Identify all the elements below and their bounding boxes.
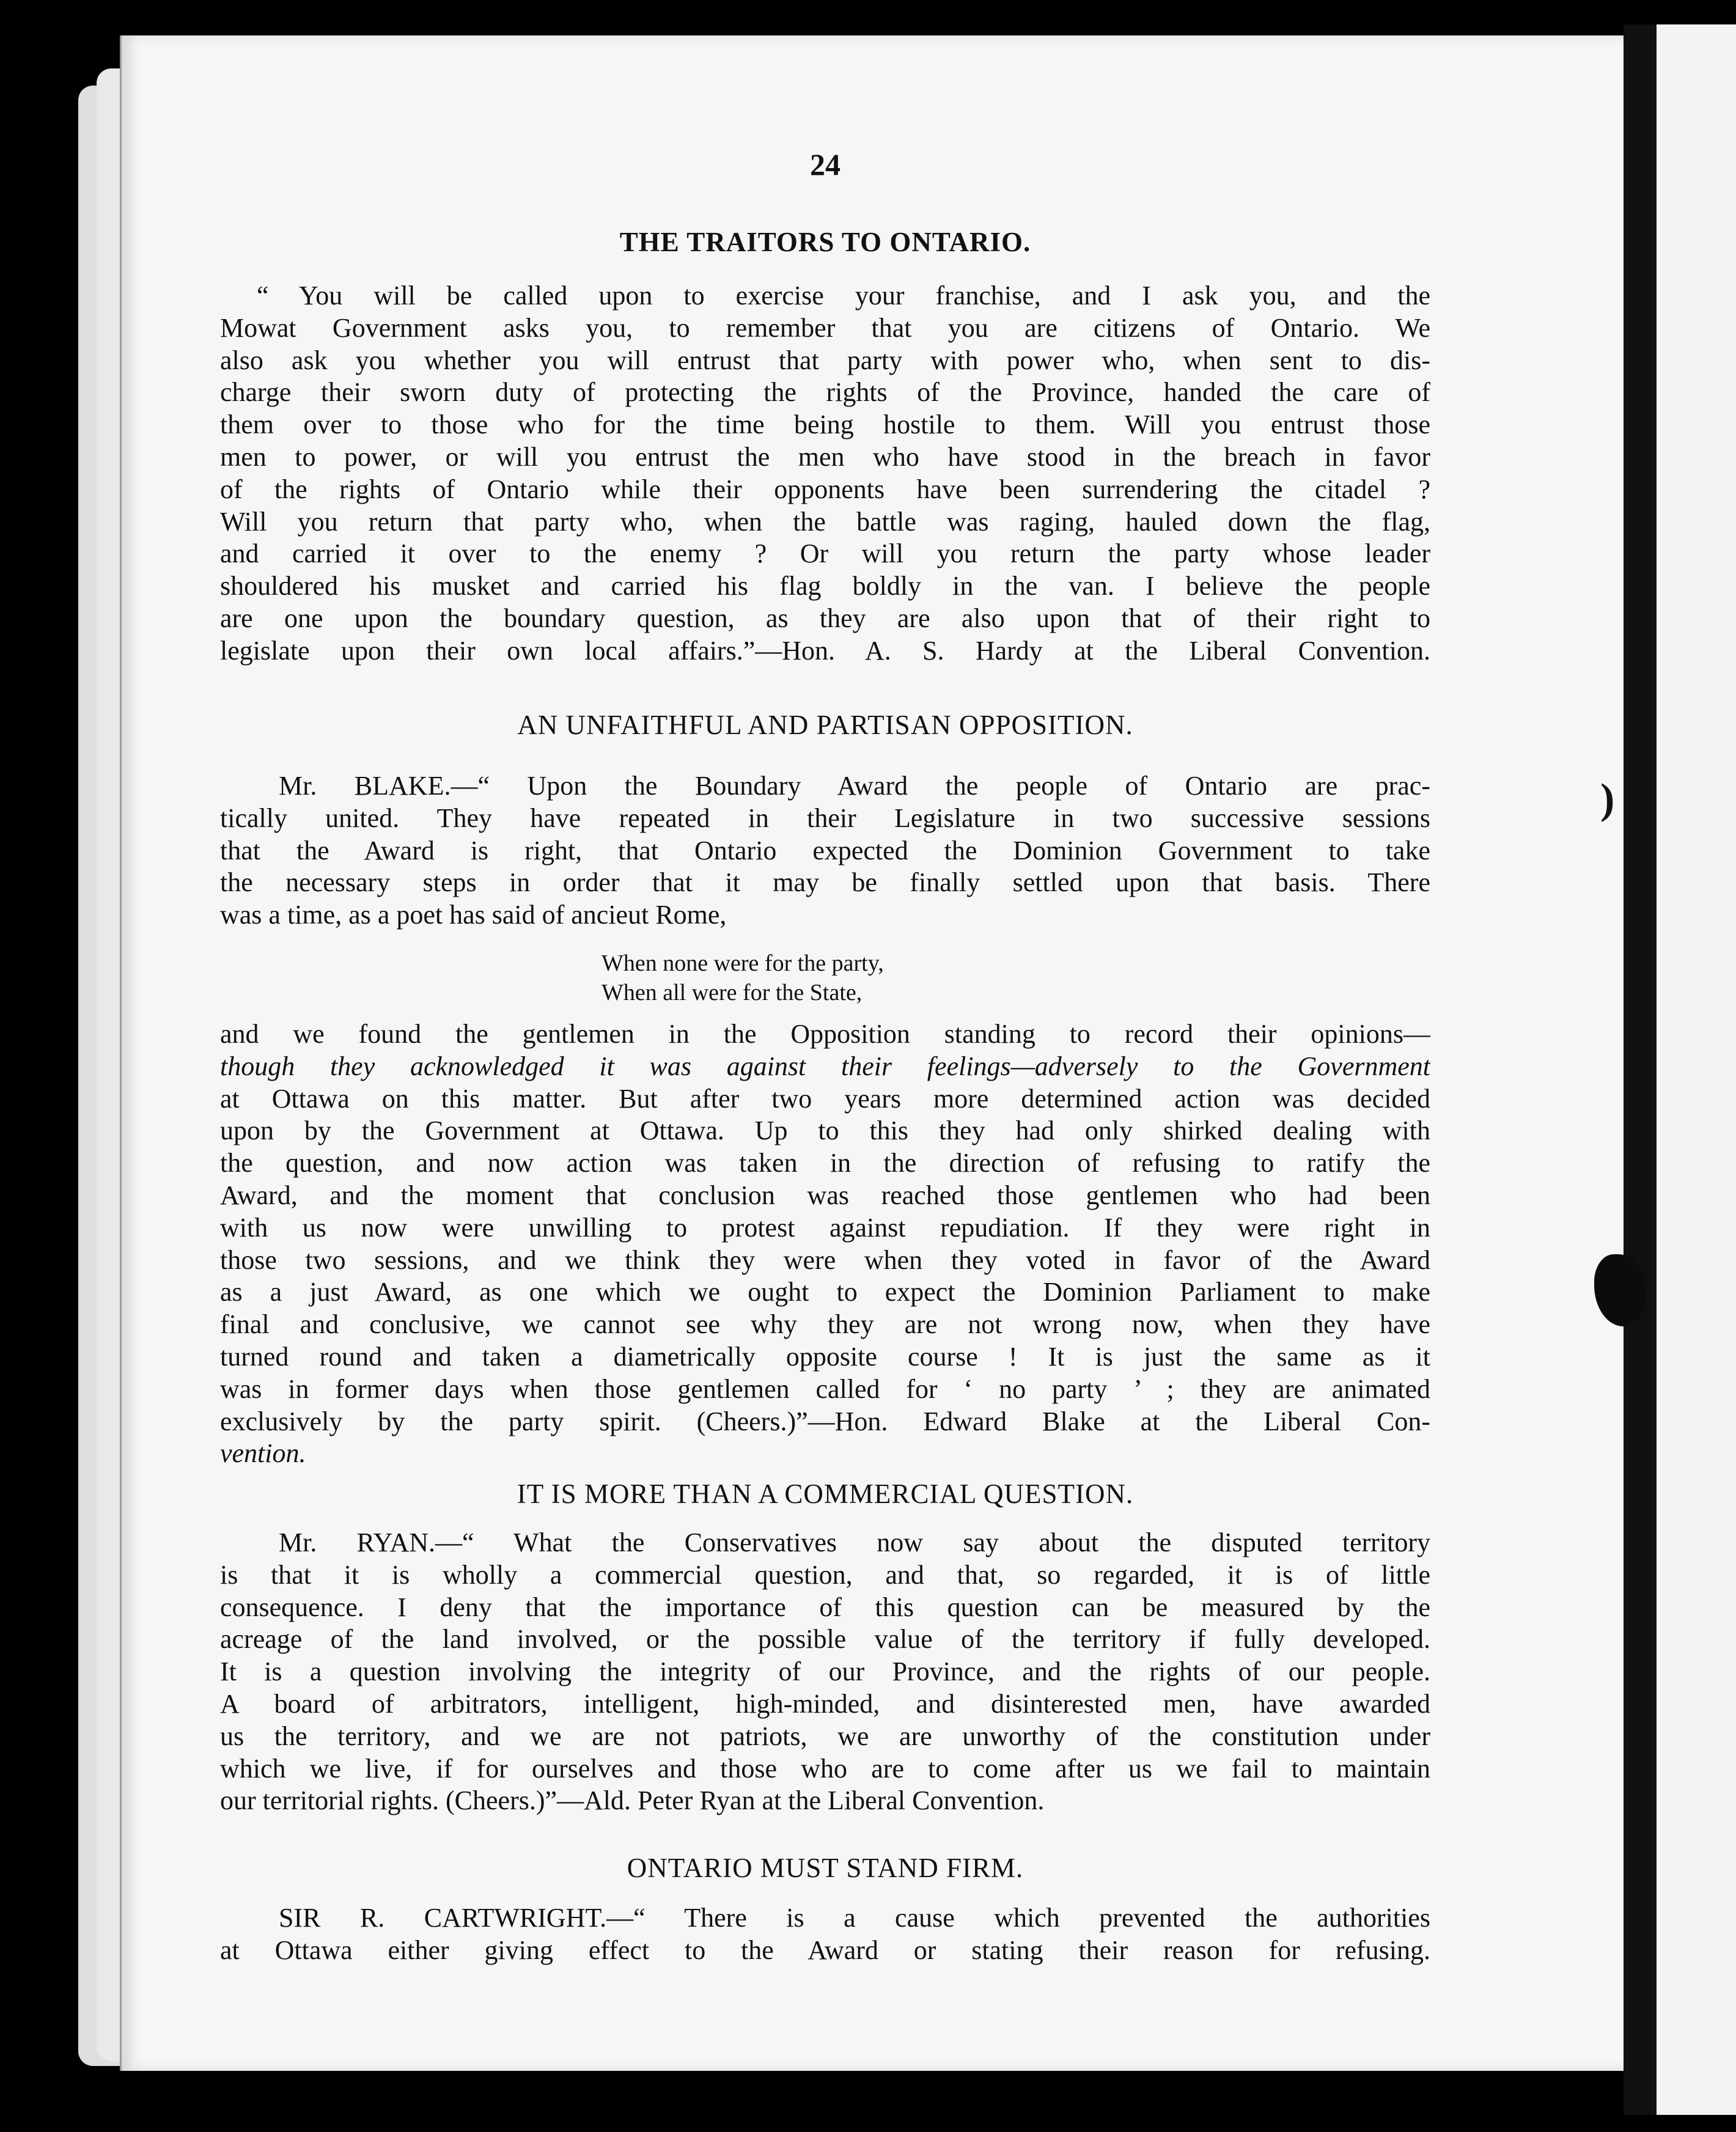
text-line: at Ottawa on this matter. But after two years more determined action was decided: [220, 1083, 1430, 1114]
text-line: Mr. RYAN.—“ What the Conservatives now say about the disputed territory: [279, 1527, 1430, 1557]
text-line: also ask you whether you will entrust that party with power who, when sent to dis-: [220, 345, 1430, 375]
margin-mark: ): [1600, 776, 1615, 823]
section-body-opposition-a: [220, 770, 1430, 932]
section-body-stand-firm: [220, 1902, 1430, 1967]
text-line: is that it is wholly a commercial question, and that, so regarded, it is of little: [220, 1559, 1430, 1590]
text-line: SIR R. CARTWRIGHT.—“ There is a cause which prevented the authorities: [279, 1903, 1430, 1933]
text-line: consequence. I deny that the importance of this question can be measured by the: [220, 1592, 1430, 1622]
text-line: which we live, if for ourselves and those who are to come after us we fail to maintain: [220, 1753, 1430, 1784]
text-line: upon by the Government at Ottawa. Up to this they had only shirked dealing with: [220, 1116, 1430, 1146]
text-line: at Ottawa either giving effect to the Award or stating their reason for refusing.: [220, 1935, 1430, 1965]
section-body-opposition-b: [220, 1018, 1430, 1470]
attribution-line: our territorial rights. (Cheers.)”—Ald. Peter Ryan at the Liberal Convention.: [220, 1785, 1045, 1816]
text-line: those two sessions, and we think they were when they voted in favor of the Award: [220, 1244, 1430, 1275]
text-line: them over to those who for the time being hostile to them. Will you entrust those: [220, 410, 1430, 440]
text-line: and carried it over to the enemy ? Or will you return the party whose leader: [220, 539, 1430, 569]
text-line: turned round and taken a diametrically opposite course ! It is just the same as it: [220, 1341, 1430, 1372]
text-line: Mowat Government asks you, to remember that you are citizens of Ontario. We: [220, 312, 1430, 343]
text-line: with us now were unwilling to protest against repudiation. If they were right in: [220, 1212, 1430, 1243]
text-line: us the territory, and we are not patriots, we are unworthy of the constitution under: [220, 1721, 1430, 1751]
text-line: shouldered his musket and carried his flag boldly in the van. I believe the people: [220, 571, 1430, 601]
book-gutter: [1624, 24, 1650, 2115]
text-line: and we found the gentlemen in the Opposition standing to record their opinions—: [220, 1019, 1430, 1049]
text-line: as a just Award, as one which we ought to expect the Dominion Parliament to make: [220, 1277, 1430, 1307]
attribution-line: vention.: [220, 1438, 306, 1469]
text-line: acreage of the land involved, or the possible value of the territory if fully developed.: [220, 1624, 1430, 1655]
verse-quote: [601, 949, 1152, 1007]
section-body-commercial: [220, 1527, 1430, 1817]
section-heading-stand-firm: ONTARIO MUST STAND FIRM.: [627, 1853, 1024, 1883]
text-line: the question, and now action was taken in the direction of refusing to ratify the: [220, 1148, 1430, 1178]
text-line: “ You will be called upon to exercise your franchise, and I ask you, and the: [257, 281, 1430, 311]
section-heading-opposition: AN UNFAITHFUL AND PARTISAN OPPOSITION.: [517, 710, 1133, 740]
text-line: tically united. They have repeated in their Legislature in two successive sessions: [220, 803, 1430, 833]
section-heading-traitors: THE TRAITORS TO ONTARIO.: [619, 227, 1031, 257]
text-line: the necessary steps in order that it may be finally settled upon that basis. There: [220, 867, 1430, 898]
text-line: men to power, or will you entrust the men who have stood in the breach in favor: [220, 441, 1430, 472]
text-line: that the Award is right, that Ontario expected the Dominion Government to take: [220, 835, 1430, 866]
text-line: was in former days when those gentlemen called for ‘ no party ’ ; they are animated: [220, 1373, 1430, 1404]
page-number: 24: [810, 147, 840, 182]
attribution-line: legislate upon their own local affairs.”—Hon. A. S. Hardy at the Liberal Convention.: [220, 635, 1430, 666]
facing-page-edge: [1650, 24, 1736, 2115]
text-line: A board of arbitrators, intelligent, high-minded, and disinterested men, have awarded: [220, 1688, 1430, 1719]
text-line: charge their sworn duty of protecting the rights of the Province, handed the care of: [220, 377, 1430, 408]
text-line: Will you return that party who, when the battle was raging, hauled down the flag,: [220, 506, 1430, 537]
verse-line: When none were for the party,: [601, 950, 884, 976]
text-line: It is a question involving the integrity of our Province, and the rights of our people.: [220, 1656, 1430, 1687]
attribution-line: exclusively by the party spirit. (Cheers.)”—Hon. Edward Blake at the Liberal Con-: [220, 1406, 1430, 1436]
text-line: though they acknowledged it was against their feelings—adversely to the Government: [220, 1051, 1430, 1081]
text-line: are one upon the boundary question, as they are also upon that of their right to: [220, 603, 1430, 633]
section-heading-commercial: IT IS MORE THAN A COMMERCIAL QUESTION.: [517, 1479, 1134, 1509]
text-line: Award, and the moment that conclusion was reached those gentlemen who had been: [220, 1180, 1430, 1210]
text-line: Mr. BLAKE.—“ Upon the Boundary Award the people of Ontario are prac-: [279, 771, 1430, 801]
text-line: final and conclusive, we cannot see why they are not wrong now, when they have: [220, 1309, 1430, 1340]
section-body-traitors: [220, 280, 1430, 667]
text-line: was a time, as a poet has said of ancieut Rome,: [220, 900, 727, 930]
text-line: of the rights of Ontario while their opponents have been surrendering the citadel ?: [220, 474, 1430, 504]
verse-line: When all were for the State,: [601, 980, 862, 1005]
